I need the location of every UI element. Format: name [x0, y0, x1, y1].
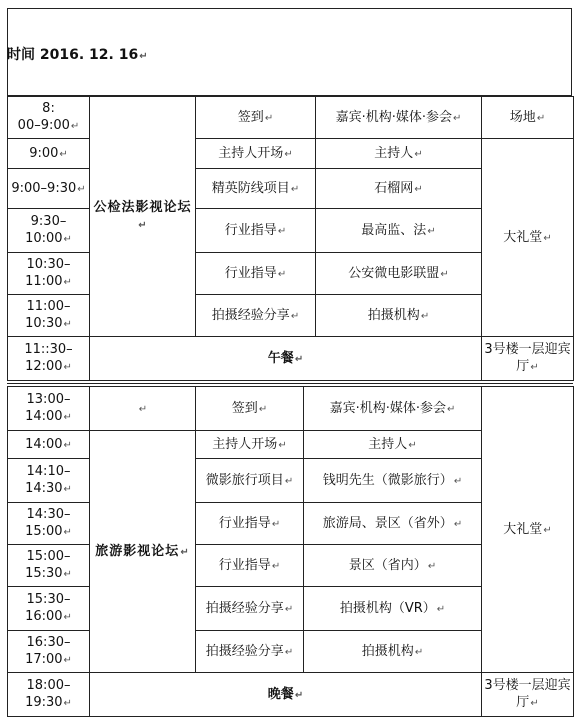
speaker-cell: 石榴网↵ — [316, 169, 482, 209]
table-row — [8, 673, 574, 717]
time-cell: 8: 00–9:00↵ — [8, 97, 90, 139]
item-cell: 拍摄经验分享↵ — [196, 295, 316, 337]
venue-cell: 3号楼一层迎宾厅↵ — [482, 337, 574, 381]
forum-name: 公检法影视论坛↵ — [90, 97, 196, 337]
time-cell: 15:00–15:30↵ — [8, 545, 90, 587]
speaker-cell: 景区（省内）↵ — [304, 545, 482, 587]
speaker-cell: 旅游局、景区（省外）↵ — [304, 503, 482, 545]
morning-schedule-table — [7, 96, 574, 381]
speaker-cell: 拍摄机构↵ — [316, 295, 482, 337]
speaker-cell: 嘉宾·机构·媒体·参会↵ — [304, 387, 482, 431]
afternoon-schedule-table — [7, 386, 574, 717]
time-cell: 10:30–11:00↵ — [8, 253, 90, 295]
speaker-cell: 公安微电影联盟↵ — [316, 253, 482, 295]
time-cell: 14:00↵ — [8, 431, 90, 459]
forum-name: 旅游影视论坛↵ — [90, 431, 196, 673]
time-cell: 18:00–19:30↵ — [8, 673, 90, 717]
venue-cell: 大礼堂↵ — [482, 387, 574, 673]
time-cell: 11:00–10:30↵ — [8, 295, 90, 337]
time-cell: 9:00↵ — [8, 139, 90, 169]
item-cell: 主持人开场↵ — [196, 431, 304, 459]
time-cell: 11::30–12:00↵ — [8, 337, 90, 381]
venue-header: 场地↵ — [482, 97, 574, 139]
speaker-cell: 主持人↵ — [316, 139, 482, 169]
time-cell: 13:00–14:00↵ — [8, 387, 90, 431]
item-cell: 行业指导↵ — [196, 545, 304, 587]
item-cell: 行业指导↵ — [196, 253, 316, 295]
item-cell: 行业指导↵ — [196, 503, 304, 545]
speaker-cell: 拍摄机构↵ — [304, 631, 482, 673]
speaker-cell: 钱明先生（微影旅行）↵ — [304, 459, 482, 503]
page-title: 时间 2016. 12. 16↵ — [7, 47, 148, 63]
venue-cell: 3号楼一层迎宾厅↵ — [482, 673, 574, 717]
item-cell: 拍摄经验分享↵ — [196, 631, 304, 673]
empty-cell: ↵ — [90, 387, 196, 431]
speaker-cell: 最高监、法↵ — [316, 209, 482, 253]
time-cell: 14:30–15:00↵ — [8, 503, 90, 545]
speaker-cell: 嘉宾·机构·媒体·参会↵ — [316, 97, 482, 139]
time-cell: 14:10–14:30↵ — [8, 459, 90, 503]
item-cell: 精英防线项目↵ — [196, 169, 316, 209]
item-cell: 签到↵ — [196, 387, 304, 431]
item-cell: 拍摄经验分享↵ — [196, 587, 304, 631]
item-cell: 微影旅行项目↵ — [196, 459, 304, 503]
speaker-cell: 拍摄机构（VR）↵ — [304, 587, 482, 631]
table-row — [8, 97, 574, 139]
speaker-cell: 主持人↵ — [304, 431, 482, 459]
section-divider — [7, 383, 573, 384]
item-cell: 主持人开场↵ — [196, 139, 316, 169]
time-cell: 16:30–17:00↵ — [8, 631, 90, 673]
time-cell: 9:00–9:30↵ — [8, 169, 90, 209]
dinner-cell: 晚餐↵ — [90, 673, 482, 717]
item-cell: 签到↵ — [196, 97, 316, 139]
table-row — [8, 387, 574, 431]
time-cell: 15:30–16:00↵ — [8, 587, 90, 631]
time-cell: 9:30–10:00↵ — [8, 209, 90, 253]
table-row — [8, 337, 574, 381]
lunch-cell: 午餐↵ — [90, 337, 482, 381]
venue-cell: 大礼堂↵ — [482, 139, 574, 337]
item-cell: 行业指导↵ — [196, 209, 316, 253]
